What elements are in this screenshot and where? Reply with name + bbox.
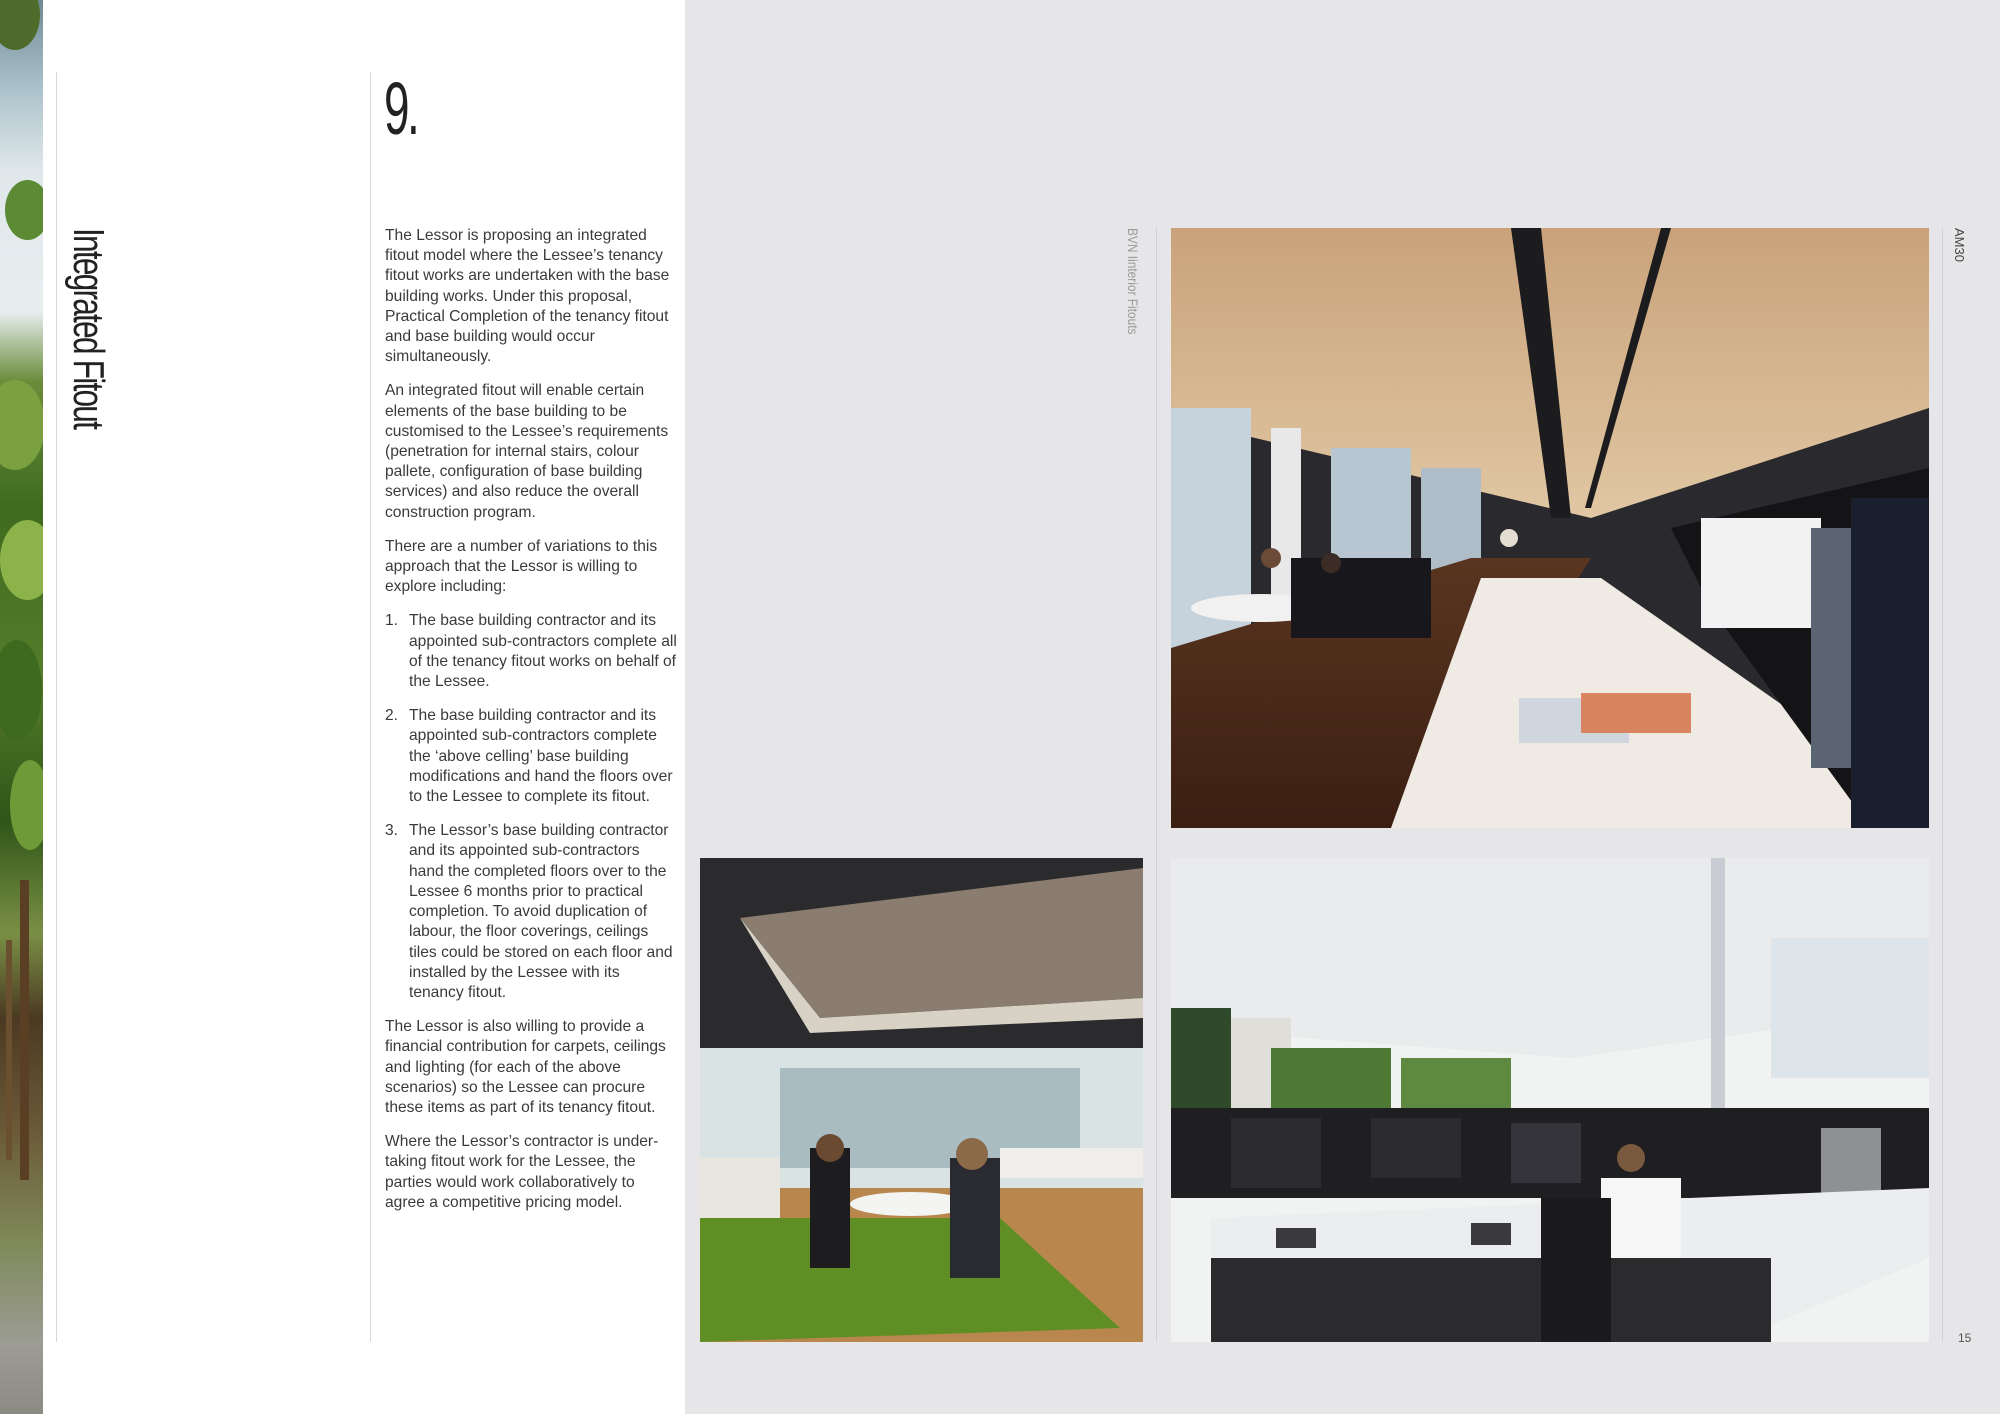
cafe-interior-photo: [1171, 228, 1929, 828]
photo-column-rule: [1156, 228, 1157, 1342]
paragraph: Where the Lessor’s contractor is under-taking fitout work for the Lessee, the parties would work collaboratively to agree a competitive pricing model.: [385, 1133, 659, 1211]
left-margin-rule: [56, 72, 57, 1342]
open-plan-office-photo: [1171, 858, 1929, 1342]
list-item: 3. The Lessor’s base building contractor and its appointed sub-contractors hand the completed floors over to the Lessee 6 months prior to practical completion. To avoid duplication of labour, the floor coverings, ceilings tiles could be stored on each floor and installed by the Lessee with its tenancy fitout.: [385, 822, 673, 1001]
paragraph: The Lessor is also willing to provide a financial contribution for carpets, ceilings and lighting (for each of the above scenarios) so the Lessee can procure these items as part of its tenancy fitout.: [385, 1018, 666, 1116]
tree-photo-strip: [0, 0, 43, 1414]
list-item: 1. The base building contractor and its appointed sub-contractors complete all of the tenancy fitout works on behalf of the Lessee.: [385, 612, 677, 691]
paragraph: The Lessor is proposing an integrated fitout model where the Lessee’s tenancy fitout works are undertaken with the base building works. Under this proposal, Practical Completion of the tenancy fitout and base building would occur simultaneously.: [385, 227, 670, 366]
right-margin-rule: [1942, 228, 1943, 1342]
text-column-rule: [370, 72, 371, 1342]
chapter-number: 9.: [384, 67, 418, 150]
document-code: AM30: [1952, 228, 1967, 262]
breakout-area-photo: [700, 858, 1143, 1342]
options-list: [385, 611, 677, 1003]
paragraph: An integrated fitout will enable certain elements of the base building to be customised to the Lessee’s requirements (penetration for internal stairs, colour pallete, configuration of base building services) and also reduce the overall construction program.: [385, 382, 669, 521]
list-item: 2. The base building contractor and its appointed sub-contractors complete the ‘above celling’ base building modifications and hand the floors over to the Lessee to complete its fitout.: [385, 707, 673, 806]
body-text: [385, 226, 677, 1227]
paragraph: There are a number of variations to this approach that the Lessor is willing to explore including:: [385, 537, 658, 596]
page-number: 15: [1958, 1331, 1972, 1345]
section-title: Integrated Fitout: [64, 228, 113, 429]
photo-caption: BVN Iinterior Fitouts: [1125, 228, 1141, 335]
